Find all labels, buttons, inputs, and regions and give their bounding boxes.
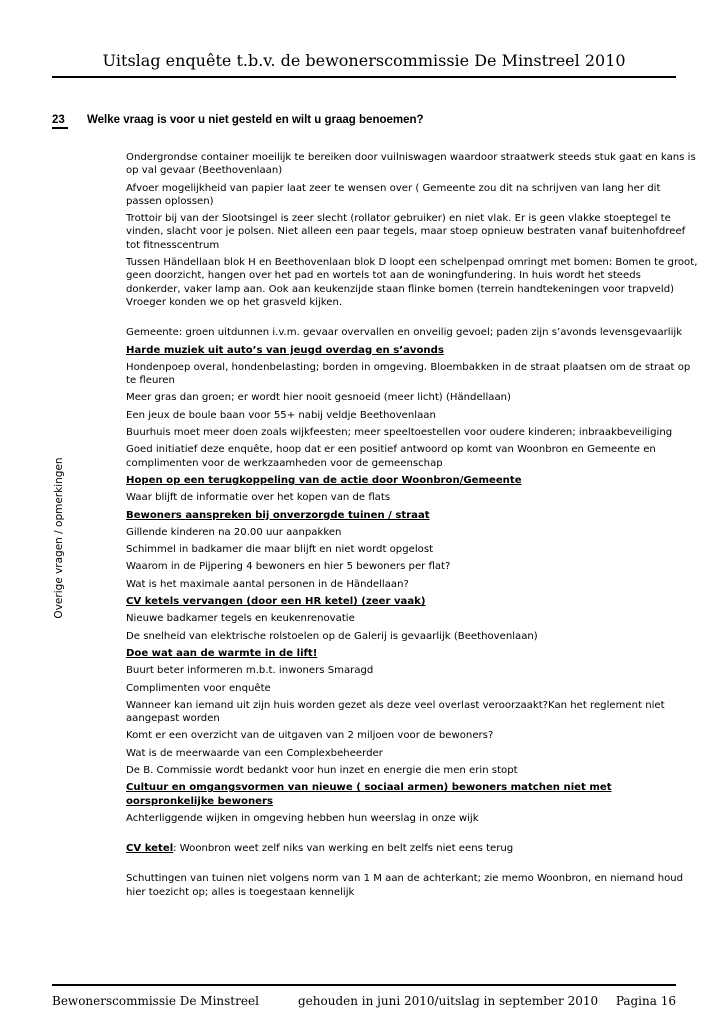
answer-item: Waarom in de Pijpering 4 bewoners en hier 5 bewoners per flat? [126, 561, 451, 573]
answer-item: Goed initiatief deze enquête, hoop dat er een positief antwoord op komt van Woonbron en Gemeente en complimenten voor de werkzaamheden voor de gemeenschap [126, 444, 656, 469]
answer-item: Buurhuis moet meer doen zoals wijkfeesten; meer speeltoestellen voor oudere kinderen; inbraakbeveiliging [126, 427, 673, 439]
question-text: Welke vraag is voor u niet gesteld en wilt u graag benoemen? [87, 114, 424, 126]
section-label: Overige vragen / opmerkingen [53, 457, 65, 619]
answer-item: De B. Commissie wordt bedankt voor hun inzet en energie die men erin stopt [126, 764, 518, 776]
answer-item: Gemeente: groen uitdunnen i.v.m. gevaar overvallen en onveilig gevoel; paden zijn s’avonds levensgevaarlijk [126, 327, 683, 339]
answer-item-emphasis: CV ketels vervangen (door een HR ketel) (zeer vaak) [126, 596, 426, 608]
answer-item: Een jeux de boule baan voor 55+ nabij veldje Beethovenlaan [126, 409, 436, 421]
footer-page-number: Pagina 16 [615, 994, 676, 1008]
answer-item: De snelheid van elektrische rolstoelen op de Galerij is gevaarlijk (Beethovenlaan) [126, 630, 538, 642]
answer-item: Achterliggende wijken in omgeving hebben hun weerslag in onze wijk [126, 812, 479, 824]
answer-item: Nieuwe badkamer tegels en keukenrenovatie [126, 613, 355, 625]
answer-item [126, 842, 698, 855]
answers-list [126, 151, 698, 903]
answer-item: Komt er een overzicht van de uitgaven van 2 miljoen voor de bewoners? [126, 730, 494, 742]
answer-item: Schimmel in badkamer die maar blijft en niet wordt opgelost [126, 544, 434, 556]
answer-item: Schuttingen van tuinen niet volgens norm van 1 M aan de achterkant; zie memo Woonbron, en niemand houd hier toezicht op; alles is toegestaan kennelijk [126, 873, 684, 898]
answer-item-emphasis: Harde muziek uit auto’s van jeugd overdag en s’avonds [126, 344, 444, 356]
footer-organisation: Bewonerscommissie De Minstreel [52, 994, 259, 1008]
header-title: Uitslag enquête t.b.v. de bewonerscommissie De Minstreel 2010 [102, 51, 626, 70]
answer-item: Gillende kinderen na 20.00 uur aanpakken [126, 526, 342, 538]
answer-item: Trottoir bij van der Slootsingel is zeer slecht (rollator gebruiker) en niet vlak. Er is geen vlakke stoeptegel te vinden, slacht voor je polsen. Niet alleen een paar tegels, maar stoep opnieuw bestraten vanaf buitenhofdreef tot fitnesscentrum [126, 213, 686, 251]
answer-item-emphasis: Doe wat aan de warmte in de lift! [126, 647, 318, 659]
answer-item: Afvoer mogelijkheid van papier laat zeer te wensen over ( Gemeente zou dit na schrijven van lang her dit passen oplossen) [126, 182, 661, 207]
answer-item: Wat is de meerwaarde van een Complexbeheerder [126, 747, 383, 759]
answer-item: Wat is het maximale aantal personen in de Händellaan? [126, 578, 409, 590]
page-footer [52, 984, 676, 1014]
question-number: 23 [52, 113, 68, 129]
page-header [52, 46, 676, 78]
answer-keyword: CV ketel [126, 843, 174, 855]
answer-rest: : Woonbron weet zelf niks van werking en belt zelfs niet eens terug [173, 843, 514, 855]
answer-item-emphasis: Bewoners aanspreken bij onverzorgde tuinen / straat [126, 509, 430, 521]
answer-item: Meer gras dan groen; er wordt hier nooit gesnoeid (meer licht) (Händellaan) [126, 392, 511, 404]
answer-item: Tussen Händellaan blok H en Beethovenlaan blok D loopt een schelpenpad omringt met bomen: Bomen te groot, geen doorzicht, hangen over het pad en wortels tot aan de woningfundering. In huis wordt het steeds donkerder, vaker lamp aan. Ook aan keukenzijde staan flinke bomen (terrein handtekeningen voor trapveld) Vroeger konden we op het grasveld kijken. [126, 257, 698, 308]
answer-item: Wanneer kan iemand uit zijn huis worden gezet als deze veel overlast veroorzaakt?Kan het reglement niet aangepast worden [126, 699, 665, 725]
footer-survey-dates: gehouden in juni 2010/uitslag in september 2010 [298, 994, 599, 1008]
answer-item-emphasis: Hopen op een terugkoppeling van de actie door Woonbron/Gemeente [126, 474, 522, 486]
answer-item: Buurt beter informeren m.b.t. inwoners Smaragd [126, 665, 374, 677]
section-sidebar [50, 452, 68, 624]
answer-item: Waar blijft de informatie over het kopen van de flats [126, 492, 391, 504]
answer-item: Ondergrondse container moeilijk te bereiken door vuilniswagen waardoor straatwerk steeds stuk gaat en kans is op val gevaar (Beethovenlaan) [126, 152, 696, 177]
answer-item-emphasis: Cultuur en omgangsvormen van nieuwe ( sociaal armen) bewoners matchen niet met oorspronkelijke bewoners [126, 782, 612, 807]
answer-item: Complimenten voor enquête [126, 682, 271, 694]
answer-item: Hondenpoep overal, hondenbelasting; borden in omgeving. Bloembakken in de straat plaatsen om de straat op te fleuren [126, 361, 691, 387]
